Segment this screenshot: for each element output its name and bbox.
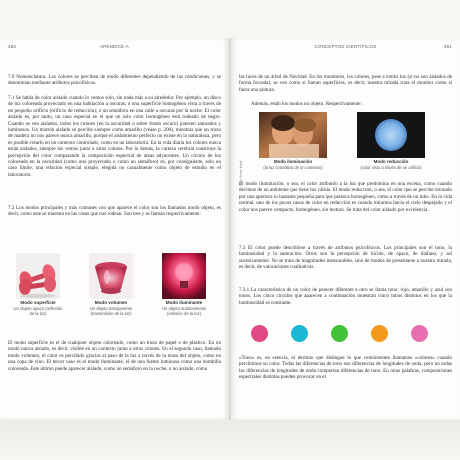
figure-surface-mode (16, 253, 60, 299)
caption-subtitle: (color visto a través de un orificio) (360, 164, 422, 170)
caption-surface-mode (12, 300, 64, 316)
caption-illumination-mode (255, 159, 331, 170)
caption-reduction-mode (353, 159, 429, 170)
hue-swatch (331, 325, 348, 342)
caption-subtitle: Un objeto autoluminoso (emisión de la luz) (162, 305, 206, 316)
page-bottom-shadow (0, 420, 460, 460)
paragraph-7-0: 7.0 Nomenclatura. Los colores se perciben de modo diferentes dependiendo de las condiciones, y se denominan mediante atributos psicofísicos. (8, 74, 221, 87)
figure-illuminant-mode (162, 253, 206, 299)
paragraph-illumination: El modo iluminación, o sea, el color atribuido a la luz que predomina en una escena, como cuando decimos de un ambiente que tiene luz cálida. El modo reducción, o sea, el color que se percibe mirando por una apertura lo bastante pequeña para que parezca homogéneo, como a través de un tubo. En la vida normal, uno de los pocos casos de color en reducción es cuando miramos hacia el cielo despejado y el color nos parece compacto, homogéneo, sin textura. Se trata del color aislado por excelencia. (239, 181, 452, 213)
photo-credit: Foto: Peter Hawt (239, 160, 243, 186)
caption-illuminant-mode (158, 300, 210, 316)
caption-title: Modo volumen (94, 300, 128, 305)
figure-volume-mode (89, 253, 133, 299)
paragraph-7-2: 7.2 Los modos principales y más comunes con que aparece el color son los llamados modo objeto, es decir, como este se muestra en las cosas que nos rodean. Son tres y se llaman respectivamente: (8, 205, 221, 218)
paragraph-hue-definition: «Tono» es, en esencia, el término que distingue lo que comúnmente llamamos «colores» cuando percibimos su color. Todas las diferencias de tono son diferencias de longitudes de onda, pero no todas las diferencias de longitudes de onda comportan diferencias de tono. En otras palabras, composiciones espectrales distintas pueden provocar en el (239, 355, 452, 381)
hue-swatch (291, 325, 308, 342)
page-number-left: 480 (8, 44, 17, 49)
running-head-left: APÉNDICE A (100, 44, 129, 49)
paragraph-modes: El modo superficie es el de cualquier objeto coloreado, como un trozo de papel o de plástico. En un modo nunca aislado, es decir, visible en un contexto junto a otros colores. En el segundo caso, llamado modo volumen, el color es percibido gracias al paso de la luz a través de la masa del objeto, como en una copa de vino. El tercer caso es el modo iluminante, el de una fuente luminosa como una bombilla coloreada. Este último puede aparecer aislado, como un semáforo en la noche, o no aislado, como (8, 340, 221, 372)
hue-swatch (411, 325, 428, 342)
paragraph-7-3-1: 7.3.1 La característica de un color de parecer diferente a otro se llama tono: rojo, amarillo y azul son tonos. Los cinco círculos que aparecen a continuación muestran cinco tonos distintos en los que la luminosidad es constante. (239, 287, 452, 306)
hue-swatch (371, 325, 388, 342)
right-page (231, 38, 460, 420)
caption-title: Modo iluminante (165, 300, 203, 305)
caption-subtitle: Un objeto transparente (transmisión de la luz) (89, 305, 133, 316)
page-number-right: 481 (443, 44, 452, 49)
hue-swatch (251, 325, 268, 342)
caption-subtitle: Un objeto opaco (reflexión de la luz) (13, 305, 63, 316)
caption-volume-mode (85, 300, 137, 316)
paragraph-continued: las luces de un árbol de Navidad. En los monitores, los colores, pese a emitir luz (si no son aislados de forma forzada), se ven como si fueran superficies, es decir, nuestra mirada trata el monitor como si fuera una pintura. (239, 74, 452, 93)
caption-title: Modo reducción (373, 159, 409, 164)
paragraph-non-object: Además, están los modos no objeto. Respectivamente: (251, 101, 362, 107)
caption-title: Modo superficie (20, 300, 56, 305)
paragraph-7-1: 7.1 Se habla de color aislado cuando lo vemos solo, sin nada más a su alrededor. Por ejemplo, un disco de luz coloreada proyectado en una habitación a oscuras; o una superficie homogénea vista a través de un pequeño orificio (orificio de reducción); o un semáforo en una calle a oscuras por la noche. El color aislado es, por tanto, un caso especial en el que un solo color homogéneo está rodeado de negro. Cuando se ven aislados, todos los colores (en la oscuridad o sobre fondo oscuro) parecen saturados y luminosos. Un marrón aislado se percibe siempre como amarillo (véase p. 200), mientras que un trozo de madera no nos parece nunca amarillo, porque el aislamiento perfecto no existe en la naturaleza, pero es posible crearlo en un contexto controlado, como en un laboratorio. En la vida diaria los colores nunca están aislados, siempre los vemos junto a otros colores. Por lo demás, la corteza cerebral construye la percepción del color comparando la composición espectral de áreas adyacentes. Un círculo de luz coloreada en la oscuridad (como uno proyectado o como un semáforo) es, por consiguiente, solo un caso límite, una relación especial simple, elegida no casualmente como objeto de estudio en el laboratorio. (8, 95, 221, 178)
running-head-right: CONCEPTOS CIENTÍFICOS (314, 44, 377, 49)
figure-illumination-mode (259, 112, 327, 158)
left-page (0, 38, 229, 420)
figure-reduction-mode (357, 112, 425, 158)
paragraph-7-3: 7.3 El color puede describirse a través de atributos psicofísicos. Los principales son el tono, la luminosidad y la saturación. Otros son la percepción de lúcido, de opaco, de diáfano, y así sucesivamente. No se trata de magnitudes mensurables, sino de modos de presentarse a nuestra mirada, es decir, de valoraciones cualitativas. (239, 245, 452, 271)
caption-title: Modo iluminación (273, 159, 313, 164)
caption-subtitle: (la luz cromática de un contexto) (263, 164, 323, 170)
